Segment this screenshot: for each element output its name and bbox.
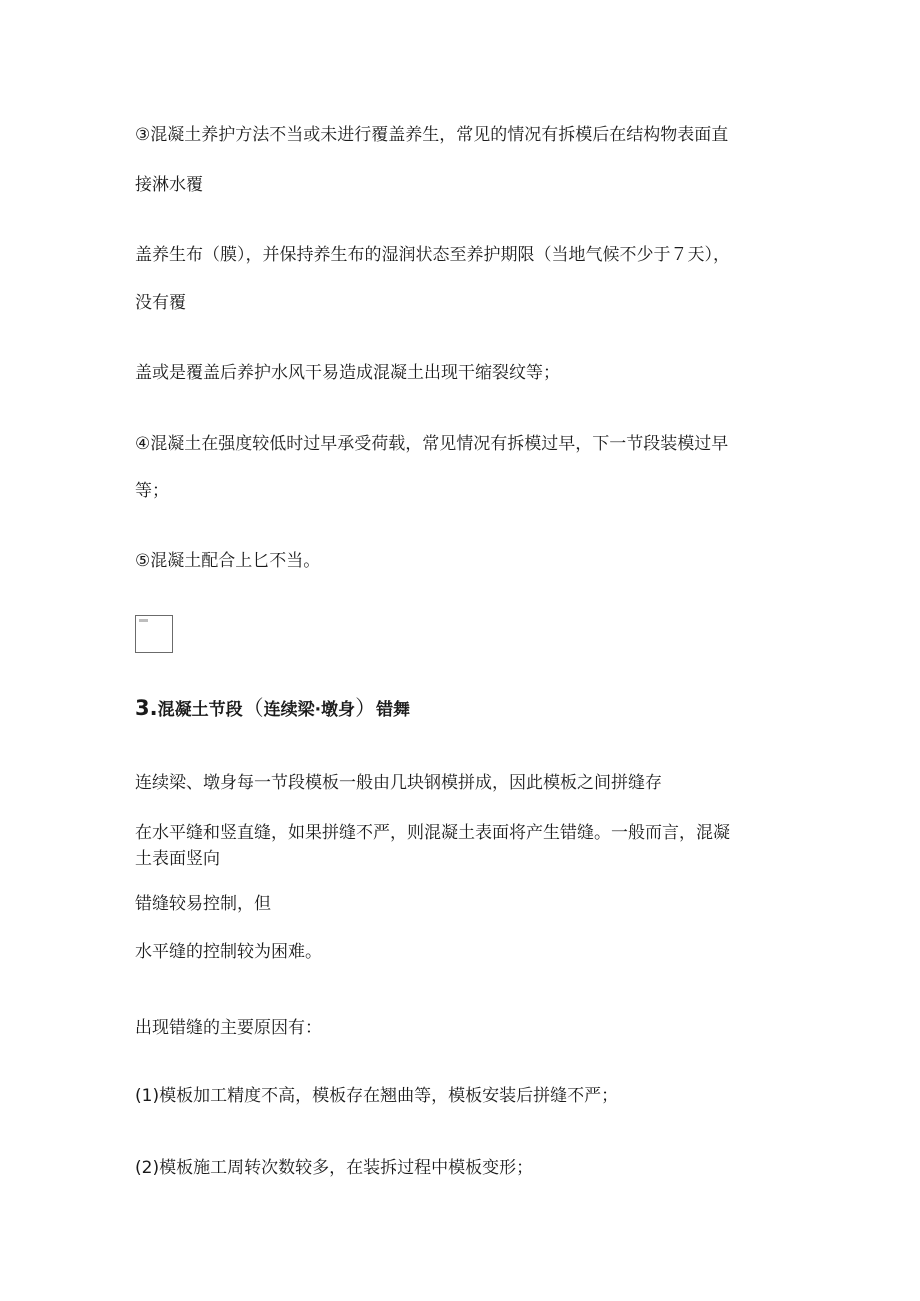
paragraph-line: 没有覆 xyxy=(135,293,186,313)
section-title-paren: ） xyxy=(355,696,377,720)
section-title-part: 错舞 xyxy=(376,700,411,720)
section-title-paren: （ xyxy=(242,696,264,720)
section-heading xyxy=(135,696,410,721)
paragraph-line: 盖养生布（膜），并保持养生布的湿润状态至养护期限（当地气候不少于７天）， xyxy=(135,245,730,265)
list-item: (1)模板加工精度不高，模板存在翘曲等，模板安装后拼缝不严； xyxy=(135,1086,619,1106)
section-number: 3. xyxy=(135,696,158,720)
paragraph-line: 连续梁、墩身每一节段模板一般由几块钢模拼成，因此模板之间拼缝存 xyxy=(135,773,662,793)
paragraph-line: 接淋水覆 xyxy=(135,175,203,195)
section-title-part: 连续梁·墩身 xyxy=(263,700,356,720)
paragraph-line: 在水平缝和竖直缝，如果拼缝不严，则混凝土表面将产生错缝。一般而言，混凝 xyxy=(135,823,730,843)
paragraph-line: ③混凝土养护方法不当或未进行覆盖养生，常见的情况有拆模后在结构物表面直 xyxy=(135,125,729,145)
paragraph-line: 等； xyxy=(135,481,169,501)
section-title-part: 混凝土节段 xyxy=(157,700,243,720)
paragraph-line: 出现错缝的主要原因有： xyxy=(135,1018,322,1038)
paragraph-line: ④混凝土在强度较低时过早承受荷载，常见情况有拆模过早，下一节段装模过早 xyxy=(135,434,729,454)
paragraph-line: ⑤混凝土配合上匕不当。 xyxy=(135,551,321,571)
list-item: (2)模板施工周转次数较多，在装拆过程中模板变形； xyxy=(135,1158,534,1178)
paragraph-line: 盖或是覆盖后养护水风干易造成混凝土出现干缩裂纹等； xyxy=(135,363,560,383)
broken-image-icon xyxy=(139,619,148,622)
image-placeholder xyxy=(135,615,173,653)
paragraph-line: 水平缝的控制较为困难。 xyxy=(135,942,322,962)
paragraph-line: 土表面竖向 xyxy=(135,849,220,869)
paragraph-line: 错缝较易控制，但 xyxy=(135,894,271,914)
